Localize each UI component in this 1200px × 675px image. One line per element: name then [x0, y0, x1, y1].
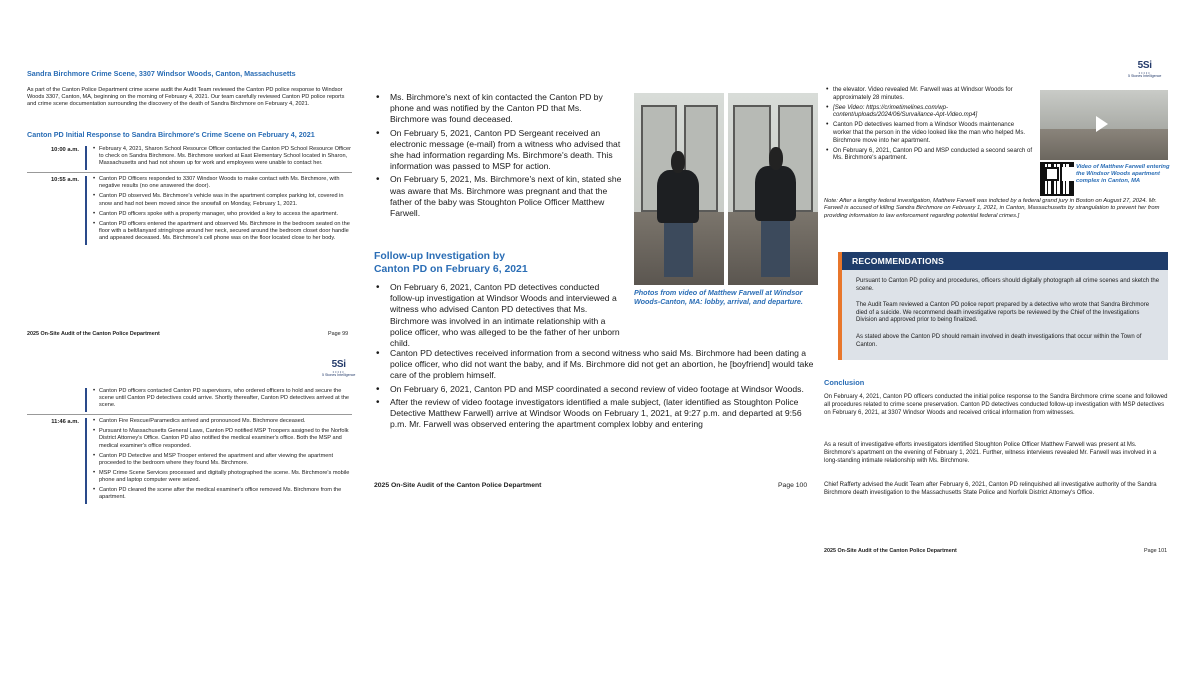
recommendation-item: Pursuant to Canton PD policy and procedures, officers should digitally photograph all crime scenes and sketch the scene. — [856, 278, 1160, 292]
timeline-item: • Canton Fire Rescue/Paramedics arrived and pronounced Ms. Birchmore deceased. — [93, 418, 352, 425]
timeline-item: • Canton PD Detective and MSP Trooper entered the apartment and after viewing the apartment proceeded to the bedroom where they found Ms. Birchmore. — [93, 453, 352, 467]
section-subtitle: Canton PD Initial Response to Sandra Birchmore's Crime Scene on February 4, 2021 — [27, 130, 315, 139]
page-number: Page 99 — [328, 331, 349, 337]
logo-text: 5Si — [1137, 60, 1152, 71]
timeline-time: 10:55 a.m. — [50, 177, 79, 184]
video-thumbnail[interactable] — [1040, 90, 1168, 160]
intro-paragraph: As part of the Canton Police Department crime scene audit the Audit Team reviewed the Canton PD police response to Windsor Woods 3307, Canton, MA, beginning on the morning of February 4, 2021. Our team carefully reviewed Canton PD police reports and crime scene documentation surrounding the discovery of the death of Sandra Birchmore on February 4, 2021. — [27, 87, 345, 108]
play-icon[interactable] — [1096, 116, 1108, 132]
followup-heading — [374, 250, 528, 276]
timeline-time: 10:00 a.m. — [50, 147, 79, 153]
timeline-row — [27, 418, 352, 504]
timeline-row — [27, 388, 352, 412]
note-paragraph: Note: After a lengthy federal investigation, Matthew Farwell was indicted by a federal grand jury in Boston on August 27, 2024. Mr. Farwell is accused of killing Sandra Birchmore on February 1, 2021, in Canton, Massachusetts by strangulation to prevent her from providing information to law enforcement regarding potential federal crimes.] — [824, 198, 1160, 219]
divider — [27, 172, 352, 173]
list-item: • On February 5, 2021, Ms. Birchmore's next of kin, stated she was aware that Ms. Birchmore was pregnant and that the father of the baby was Stoughton Police Officer Matthew Farwell. — [374, 174, 622, 219]
logo-text: 5Si — [331, 359, 346, 370]
logo-tagline: 5 Stones Intelligence — [322, 373, 356, 377]
list-item: • Canton PD detectives learned from a Windsor Woods maintenance worker that the person in the video looked like the man who helped Ms. Birchmore move into her apartment. — [824, 121, 1034, 144]
page-footer: 2025 On-Site Audit of the Canton Police Department — [824, 548, 957, 554]
timeline-item: • Canton PD Officers responded to 3307 Windsor Woods to make contact with Ms. Birchmore, with negative results (no one answered the door). — [93, 176, 352, 190]
page-100 — [366, 60, 818, 510]
conclusion-heading: Conclusion — [824, 378, 865, 387]
page-99-continued — [14, 355, 358, 540]
page-99 — [14, 60, 358, 342]
bullet-list — [374, 92, 622, 221]
list-item: • Ms. Birchmore's next of kin contacted the Canton PD by phone and was notified by the Canton PD that Ms. Birchmore was found deceased. — [374, 92, 622, 126]
timeline-item: • MSP Crime Scene Services processed and digitally photographed the scene. Ms. Birchmore's mobile phone and laptop computer were seized. — [93, 470, 352, 484]
list-item: • After the review of video footage investigators identified a male subject, (later identified as Stoughton Police Detective Matthew Farwell) arrive at Windsor Woods on February 1, 2021, at 9:27 p.m. and departed at 9:56 p.m. Mr. Farwell was observed entering the apartment complex lobby and entering — [374, 397, 814, 431]
page-footer: 2025 On-Site Audit of the Canton Police Department — [374, 482, 542, 489]
response-timeline — [27, 146, 352, 245]
recommendation-item: The Audit Team reviewed a Canton PD police report prepared by a detective who wrote that Sandra Birchmore died of a suicide. We recommend death investigative reports be reviewed by the Chief of the Investigations Division and approved prior to being finalized. — [856, 302, 1150, 324]
timeline-item: • Canton PD cleared the scene after the medical examiner's office removed Ms. Birchmore from the apartment. — [93, 487, 352, 501]
list-item: • On February 6, 2021, Canton PD and MSP coordinated a second review of video footage at Windsor Woods. — [374, 384, 814, 395]
page-footer: 2025 On-Site Audit of the Canton Police Department — [27, 331, 160, 337]
logo-dots: ••••• — [1138, 70, 1151, 75]
conclusion-paragraph: As a result of investigative efforts investigators identified Stoughton Police Officer Matthew Farwell was present at Ms. Birchmore's apartment on the evening of February 1, 2021. Further, witness interviews revealed Mr. Farwell was involved in a long-standing intimate relationship with Ms. Birchmore. — [824, 442, 1157, 464]
page-number: Page 101 — [1144, 548, 1168, 554]
timeline-row — [27, 176, 352, 245]
logo-dots: ••••• — [332, 369, 345, 374]
company-logo — [1128, 60, 1161, 78]
timeline-time — [27, 388, 85, 412]
timeline-item: • Canton PD observed Ms. Birchmore's vehicle was in the apartment complex parking lot, covered in snow and had not been moved since the snowfall on Monday, February 1, 2021. — [93, 193, 352, 207]
video-caption: Video of Matthew Farwell entering the Windsor Woods apartment complex in Canton, MA — [1076, 164, 1170, 185]
list-item: • On February 5, 2021, Canton PD Sergeant received an electronic message (e-mail) from a witness who advised that she had information regarding Ms. Birchmore's death. This information was passed to MSP for action. — [374, 128, 622, 173]
timeline-time: 11:46 a.m. — [51, 419, 79, 426]
surveillance-photo-arrival — [634, 93, 724, 285]
list-item: • Canton PD detectives received information from a second witness who said Ms. Birchmore had been dating a police officer, who did not want the baby, and if Ms. Birchmore did not get an abortion, he [boyfriend] would take care of the problem himself. — [374, 348, 814, 382]
page-number: Page 100 — [778, 482, 808, 489]
person-figure — [657, 151, 698, 278]
conclusion-paragraph: On February 4, 2021, Canton PD officers conducted the initial police response to the Sandra Birchmore crime scene and followed all procedures related to crime scene preservation. Canton PD detectives conducted follow-up investigation with MSP detectives on February 6, 2021, at 3307 Windsor Woods and received critical information from witnesses. — [824, 394, 1168, 416]
timeline-item: • Canton PD officers spoke with a property manager, who provided a key to access the apartment. — [93, 211, 352, 218]
followup-heading-line: Follow-up Investigation by — [374, 251, 506, 262]
page-101 — [824, 60, 1174, 562]
logo-tagline: 5 Stones Intelligence — [1128, 74, 1162, 78]
divider — [27, 414, 352, 415]
list-item: • the elevator. Video revealed Mr. Farwell was at Windsor Woods for approximately 28 minutes. — [824, 86, 1034, 102]
bullet-list — [374, 282, 622, 351]
timeline-item: • Canton PD officers entered the apartment and observed Ms. Birchmore in the bedroom seated on the floor with a belt/lanyard string/rope around her neck, secured around the bedroom closet door handle and appeared deceased. Ms. Birchmore's cell phone was on the floor located close to her body. — [93, 221, 352, 242]
recommendations-heading: RECOMMENDATIONS — [842, 252, 1168, 270]
bullet-list — [824, 86, 1034, 164]
timeline-item: • Pursuant to Massachusetts General Laws, Canton PD notified MSP Troopers assigned to the Norfolk District Attorney's Office. Canton PD also notified the medical examiner's office. Both the MSP and medical examiner's office responded. — [93, 428, 352, 449]
conclusion-paragraph: Chief Rafferty advised the Audit Team after February 6, 2021, Canton PD relinquished all investigative authority of the Sandra Birchmore death investigation to the Massachusetts State Police and Norfolk District Attorney's Office. — [824, 482, 1157, 496]
surveillance-photo-departure — [728, 93, 818, 285]
company-logo — [322, 359, 355, 377]
timeline-item: • February 4, 2021, Sharon School Resource Officer contacted the Canton PD School Resource Officer to check on Sandra Birchmore. Ms. Birchmore worked at East Elementary School located in Sharon, Massachusetts and had not shown up for work and employees were unable to contact her. — [93, 146, 352, 167]
photo-caption: Photos from video of Matthew Farwell at Windsor Woods-Canton, MA: lobby, arrival, and departure. — [634, 288, 803, 307]
qr-code-icon — [1040, 162, 1074, 196]
recommendations-box — [838, 252, 1168, 360]
timeline-item: • Canton PD officers contacted Canton PD supervisors, who ordered officers to hold and secure the scene until Canton PD detectives could arrive. Shortly thereafter, Canton PD detectives arrived at the scene. — [93, 388, 352, 409]
bullet-list — [374, 348, 814, 432]
person-figure — [755, 147, 796, 278]
response-timeline — [27, 388, 352, 504]
video-link[interactable]: • [See Video: https://crimetimelines.com/wp-content/uploads/2024/06/Survailance-Apt-Video.mp4] — [824, 104, 1034, 120]
timeline-row — [27, 146, 352, 170]
section-title: Sandra Birchmore Crime Scene, 3307 Windsor Woods, Canton, Massachusetts — [27, 69, 296, 78]
list-item: • On February 6, 2021, Canton PD detectives conducted follow-up investigation at Windsor Woods and interviewed a witness who advised Canton PD detectives that Ms. Birchmore was involved in an intimate relationship with a police officer, who was alleged to be the father of her unborn child. — [374, 282, 622, 349]
list-item: • On February 6, 2021, Canton PD and MSP conducted a second search of Ms. Birchmore's apartment. — [824, 147, 1034, 163]
followup-heading-line: Canton PD on February 6, 2021 — [374, 264, 528, 275]
recommendation-item: As stated above the Canton PD should remain involved in death investigations that occur within the Town of Canton. — [856, 334, 1142, 348]
